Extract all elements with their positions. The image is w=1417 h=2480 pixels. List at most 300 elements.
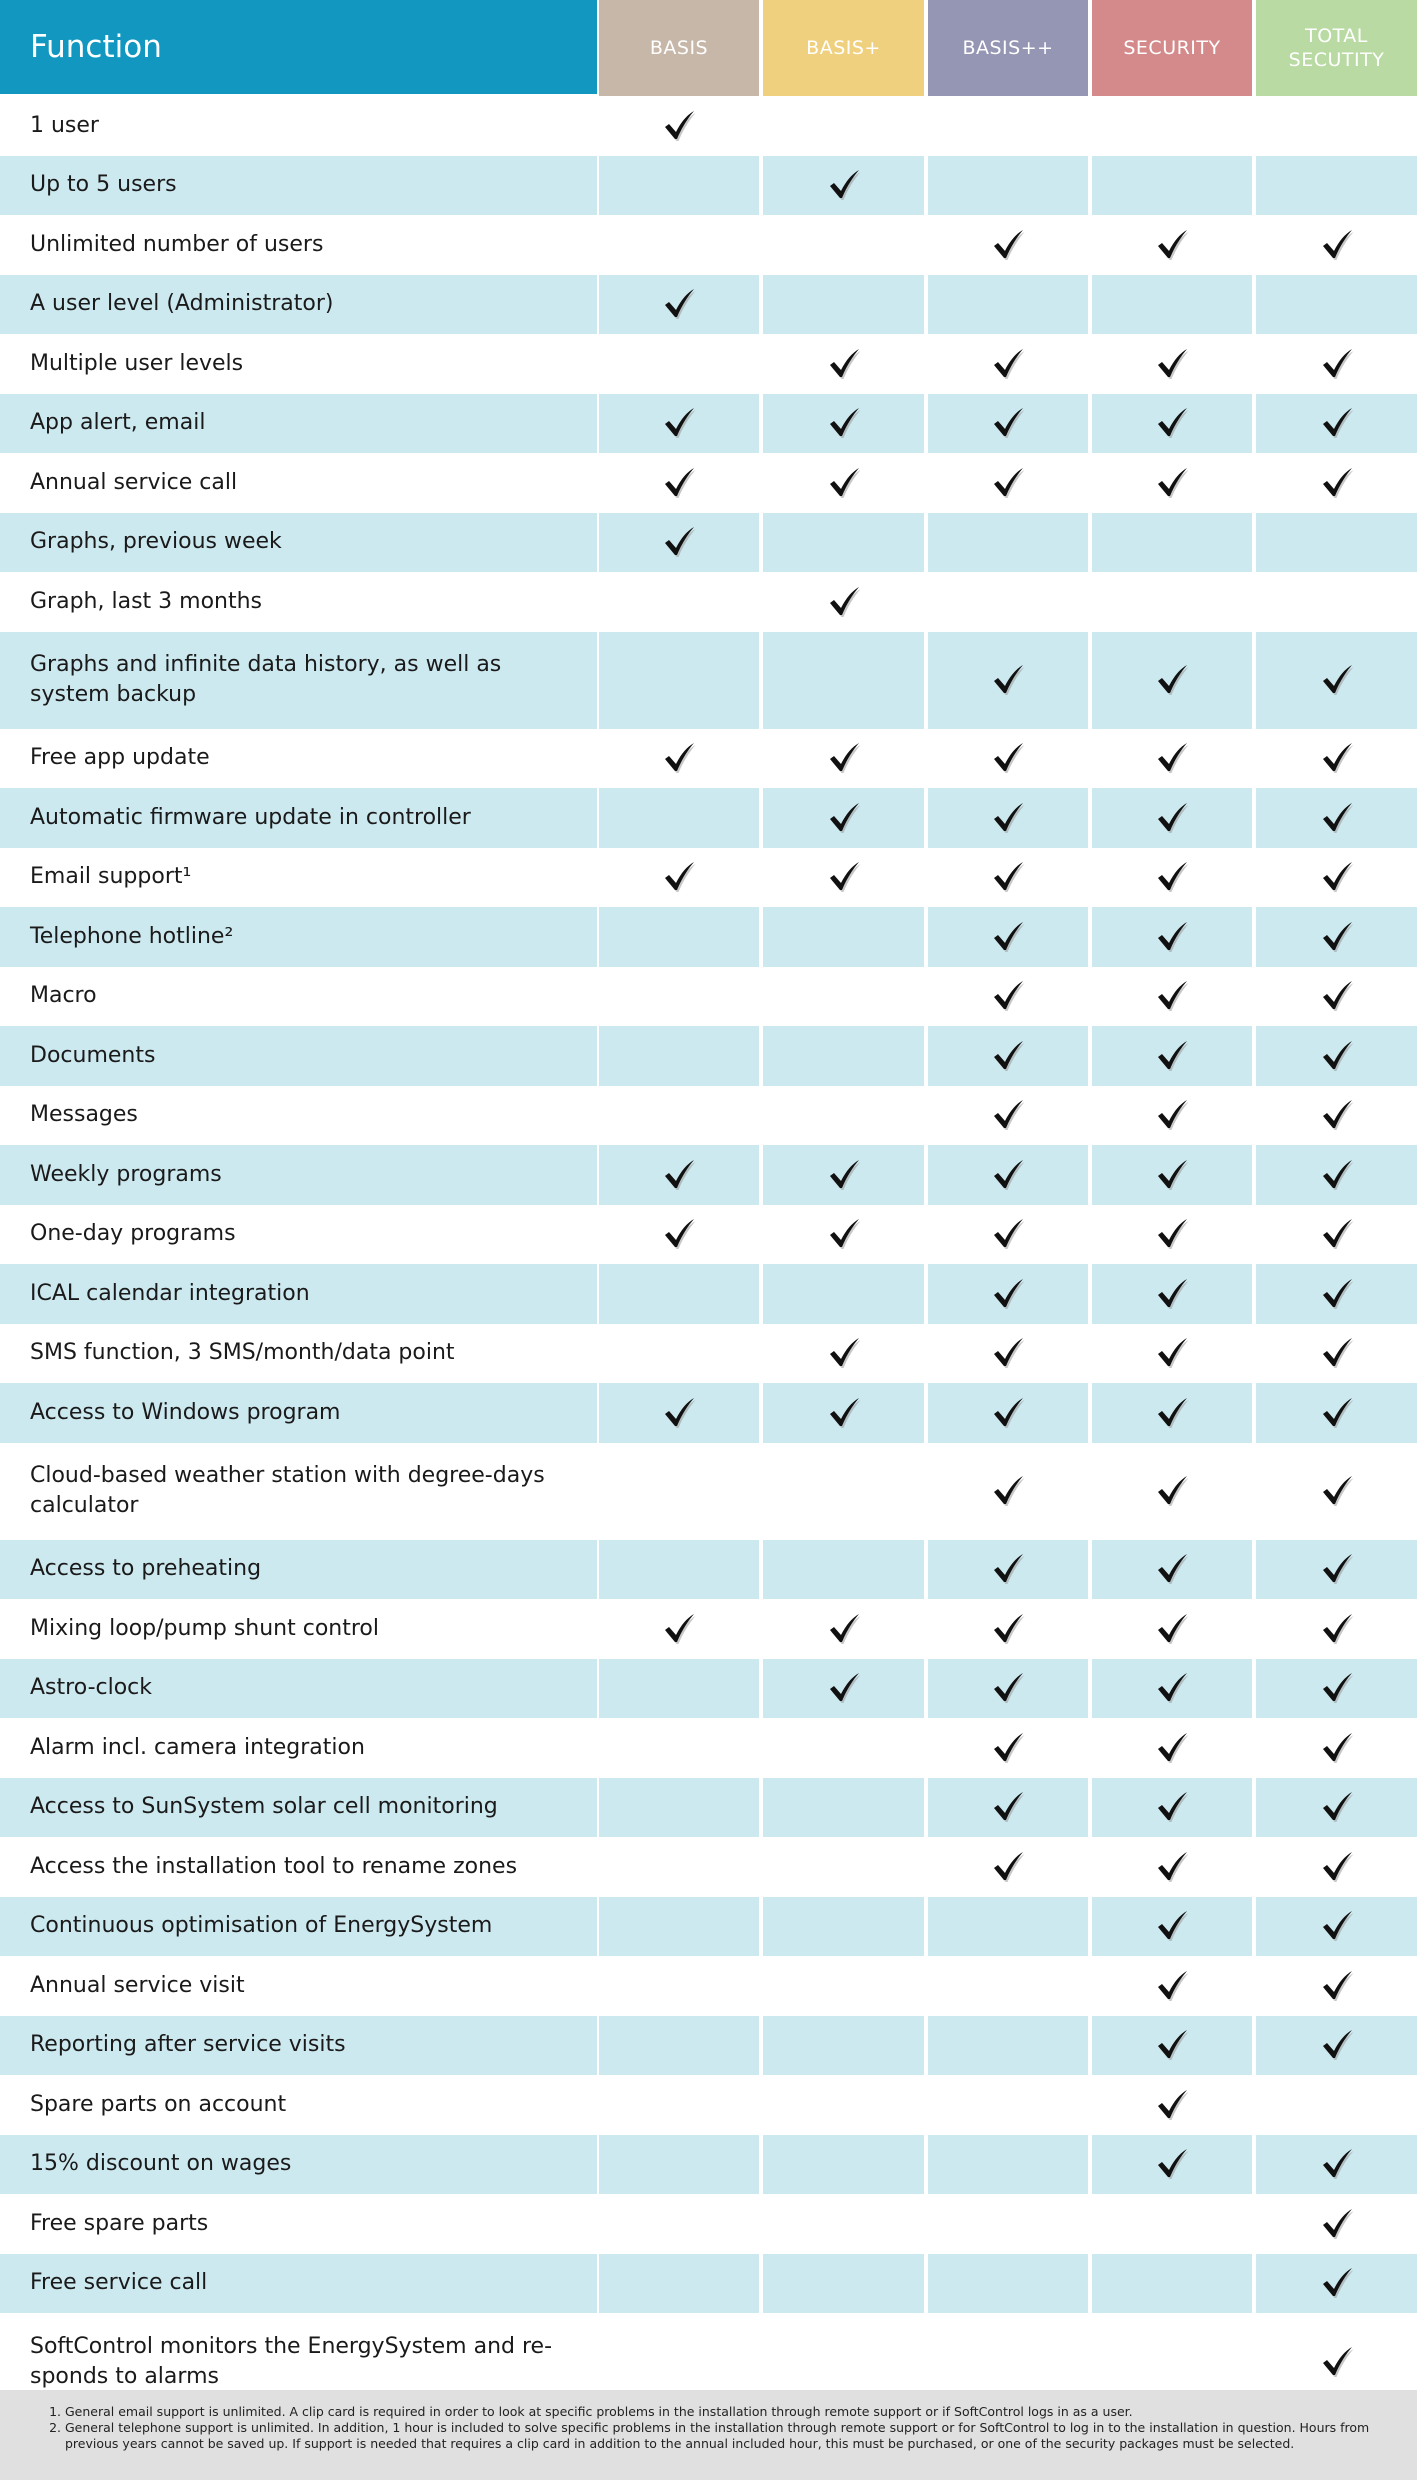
- cell-total-security: [1256, 453, 1417, 513]
- check-mark-icon: [826, 800, 862, 836]
- check-mark-icon: [661, 524, 697, 560]
- cell-basis: [599, 513, 759, 573]
- feature-label: SoftControl monitors the EnergySystem and re-sponds to alarms: [30, 2333, 553, 2389]
- check-mark-icon: [1319, 2265, 1355, 2301]
- cell-basis: [599, 2016, 759, 2076]
- check-mark-icon: [1154, 1670, 1190, 1706]
- cell-basis-plus-plus: [928, 2075, 1088, 2135]
- cell-security: [1092, 96, 1252, 156]
- feature-rows: [0, 96, 1417, 2410]
- cell-basis: [599, 1086, 759, 1146]
- table-row: [0, 513, 1417, 573]
- feature-label: Spare parts on account: [30, 2091, 287, 2117]
- check-mark-icon: [1154, 346, 1190, 382]
- table-row: [0, 788, 1417, 848]
- check-mark-icon: [990, 1157, 1026, 1193]
- cell-total-security: [1256, 788, 1417, 848]
- check-mark-icon: [1154, 859, 1190, 895]
- cell-total-security: [1256, 1026, 1417, 1086]
- check-mark-icon: [826, 167, 862, 203]
- check-mark-icon: [1319, 740, 1355, 776]
- check-mark-icon: [826, 1611, 862, 1647]
- cell-basis-plus: [763, 1778, 924, 1838]
- table-row: [0, 2135, 1417, 2195]
- cell-basis: [599, 1026, 759, 1086]
- cell-basis: [599, 1599, 759, 1659]
- check-mark-icon: [1154, 2087, 1190, 2123]
- cell-security: [1092, 1383, 1252, 1443]
- check-mark-icon: [1154, 1473, 1190, 1509]
- cell-basis-plus-plus: [928, 907, 1088, 967]
- check-mark-icon: [990, 1849, 1026, 1885]
- table-row: [0, 1264, 1417, 1324]
- check-mark-icon: [1154, 1611, 1190, 1647]
- check-mark-icon: [1154, 465, 1190, 501]
- feature-label: Cloud-based weather station with degree-days calculator: [30, 1463, 545, 1518]
- cell-basis-plus-plus: [928, 2194, 1088, 2254]
- feature-label: Access to SunSystem solar cell monitoring: [0, 1778, 597, 1838]
- check-mark-icon: [990, 1670, 1026, 1706]
- feature-label: Graphs, previous week: [0, 513, 597, 573]
- cell-security: [1092, 1778, 1252, 1838]
- cell-total-security: [1256, 2135, 1417, 2195]
- cell-basis-plus: [763, 1599, 924, 1659]
- cell-basis: [599, 1718, 759, 1778]
- cell-security: [1092, 334, 1252, 394]
- feature-label: Alarm incl. camera integration: [30, 1734, 365, 1760]
- cell-total-security: [1256, 1599, 1417, 1659]
- cell-basis: [599, 2194, 759, 2254]
- check-mark-icon: [1319, 1551, 1355, 1587]
- cell-security: [1092, 1599, 1252, 1659]
- cell-total-security: [1256, 572, 1417, 632]
- cell-basis: [599, 1145, 759, 1205]
- feature-label: Email support¹: [30, 864, 192, 890]
- cell-basis: [599, 156, 759, 216]
- cell-basis-plus-plus: [928, 1264, 1088, 1324]
- feature-label: Access the installation tool to rename zones: [30, 1853, 518, 1879]
- cell-security: [1092, 453, 1252, 513]
- cell-basis: [599, 1264, 759, 1324]
- column-header-security: SECURITY: [1092, 0, 1252, 96]
- cell-basis-plus: [763, 907, 924, 967]
- check-mark-icon: [661, 1395, 697, 1431]
- cell-security: [1092, 2254, 1252, 2314]
- check-mark-icon: [1319, 346, 1355, 382]
- cell-basis: [599, 275, 759, 335]
- column-header-total-security: TOTAL SECUTITY: [1256, 0, 1417, 96]
- check-mark-icon: [990, 1551, 1026, 1587]
- check-mark-icon: [1319, 2146, 1355, 2182]
- cell-basis: [599, 1659, 759, 1719]
- cell-basis-plus: [763, 788, 924, 848]
- table-row: [0, 2194, 1417, 2254]
- table-row: [0, 1599, 1417, 1659]
- cell-basis-plus: [763, 632, 924, 729]
- cell-basis-plus-plus: [928, 1145, 1088, 1205]
- column-header-basis-plus: BASIS+: [763, 0, 924, 96]
- cell-basis-plus-plus: [928, 453, 1088, 513]
- check-mark-icon: [1154, 800, 1190, 836]
- cell-basis: [599, 334, 759, 394]
- check-mark-icon: [990, 1335, 1026, 1371]
- cell-basis-plus-plus: [928, 156, 1088, 216]
- cell-basis: [599, 1443, 759, 1540]
- feature-label: SMS function, 3 SMS/month/data point: [30, 1340, 455, 1366]
- table-row: [0, 729, 1417, 789]
- cell-basis-plus-plus: [928, 1599, 1088, 1659]
- check-mark-icon: [990, 1216, 1026, 1252]
- cell-basis-plus: [763, 729, 924, 789]
- table-row: [0, 1837, 1417, 1897]
- cell-security: [1092, 215, 1252, 275]
- feature-label: Graphs and infinite data history, as well as system backup: [0, 632, 597, 729]
- table-row: [0, 2254, 1417, 2314]
- feature-label: ICAL calendar integration: [0, 1264, 597, 1324]
- feature-label: Free service call: [0, 2254, 597, 2314]
- footnotes: [0, 2390, 1417, 2480]
- check-mark-icon: [826, 859, 862, 895]
- cell-total-security: [1256, 2016, 1417, 2076]
- cell-basis-plus: [763, 513, 924, 573]
- cell-basis: [599, 848, 759, 908]
- table-row: [0, 1540, 1417, 1600]
- cell-basis: [599, 1837, 759, 1897]
- feature-label: Reporting after service visits: [0, 2016, 597, 2076]
- check-mark-icon: [826, 1335, 862, 1371]
- cell-basis-plus: [763, 1718, 924, 1778]
- cell-basis-plus-plus: [928, 1837, 1088, 1897]
- cell-basis-plus-plus: [928, 275, 1088, 335]
- cell-basis-plus-plus: [928, 729, 1088, 789]
- table-row: [0, 1443, 1417, 1540]
- feature-label: Continuous optimisation of EnergySystem: [0, 1897, 597, 1957]
- feature-label: Macro: [30, 983, 97, 1009]
- cell-security: [1092, 729, 1252, 789]
- cell-total-security: [1256, 632, 1417, 729]
- check-mark-icon: [990, 919, 1026, 955]
- check-mark-icon: [1319, 2344, 1355, 2380]
- cell-basis-plus: [763, 1659, 924, 1719]
- check-mark-icon: [1319, 1038, 1355, 1074]
- check-mark-icon: [1319, 1670, 1355, 1706]
- cell-basis-plus: [763, 1956, 924, 2016]
- cell-basis-plus-plus: [928, 394, 1088, 454]
- feature-label: One-day programs: [30, 1221, 236, 1247]
- cell-security: [1092, 1718, 1252, 1778]
- footnote-1: 1. General email support is unlimited. A clip card is required in order to look at specific problems in the installation through remote support or if SoftControl logs in as a user.: [65, 2404, 1377, 2420]
- feature-label: A user level (Administrator): [0, 275, 597, 335]
- cell-total-security: [1256, 1383, 1417, 1443]
- cell-security: [1092, 907, 1252, 967]
- cell-basis-plus: [763, 1205, 924, 1265]
- cell-basis-plus: [763, 2135, 924, 2195]
- cell-basis-plus-plus: [928, 1383, 1088, 1443]
- feature-label: Unlimited number of users: [30, 231, 324, 257]
- feature-label: App alert, email: [0, 394, 597, 454]
- check-mark-icon: [1319, 1276, 1355, 1312]
- check-mark-icon: [1154, 1097, 1190, 1133]
- cell-security: [1092, 1145, 1252, 1205]
- cell-basis-plus: [763, 1145, 924, 1205]
- cell-basis-plus: [763, 2016, 924, 2076]
- check-mark-icon: [1154, 740, 1190, 776]
- feature-label: Annual service call: [30, 469, 238, 495]
- cell-security: [1092, 1540, 1252, 1600]
- check-mark-icon: [990, 1730, 1026, 1766]
- cell-basis-plus: [763, 2075, 924, 2135]
- cell-basis: [599, 632, 759, 729]
- cell-basis: [599, 394, 759, 454]
- check-mark-icon: [1154, 1335, 1190, 1371]
- footnote-2: 2. General telephone support is unlimited. In addition, 1 hour is included to solve specific problems in the installation through remote support or for SoftControl to log in to the installation in question. Hours from previous years cannot be saved up. If support is needed that requires a clip card in addition to the annual included hour, this must be purchased, or one of the security packages must be selected.: [65, 2420, 1377, 2452]
- check-mark-icon: [1154, 1730, 1190, 1766]
- table-row: [0, 275, 1417, 335]
- cell-basis-plus-plus: [928, 2016, 1088, 2076]
- table-row: [0, 1324, 1417, 1384]
- check-mark-icon: [1319, 2206, 1355, 2242]
- cell-security: [1092, 1324, 1252, 1384]
- feature-label: Annual service visit: [30, 1972, 245, 1998]
- cell-basis: [599, 1324, 759, 1384]
- column-header-basis: BASIS: [599, 0, 759, 96]
- check-mark-icon: [661, 108, 697, 144]
- cell-basis-plus-plus: [928, 1205, 1088, 1265]
- cell-basis: [599, 1897, 759, 1957]
- check-mark-icon: [1154, 227, 1190, 263]
- cell-basis-plus-plus: [928, 632, 1088, 729]
- check-mark-icon: [1319, 1611, 1355, 1647]
- cell-basis-plus-plus: [928, 96, 1088, 156]
- feature-label: Up to 5 users: [0, 156, 597, 216]
- table-row: [0, 2016, 1417, 2076]
- check-mark-icon: [826, 405, 862, 441]
- cell-total-security: [1256, 1205, 1417, 1265]
- cell-security: [1092, 1086, 1252, 1146]
- cell-total-security: [1256, 1837, 1417, 1897]
- check-mark-icon: [1154, 662, 1190, 698]
- table-row: [0, 1086, 1417, 1146]
- cell-basis-plus-plus: [928, 1086, 1088, 1146]
- cell-security: [1092, 632, 1252, 729]
- check-mark-icon: [826, 740, 862, 776]
- cell-total-security: [1256, 1897, 1417, 1957]
- cell-total-security: [1256, 1540, 1417, 1600]
- cell-security: [1092, 848, 1252, 908]
- table-row: [0, 156, 1417, 216]
- cell-security: [1092, 2194, 1252, 2254]
- check-mark-icon: [1154, 2146, 1190, 2182]
- table-row: [0, 1956, 1417, 2016]
- check-mark-icon: [661, 859, 697, 895]
- cell-basis-plus: [763, 2194, 924, 2254]
- cell-security: [1092, 2135, 1252, 2195]
- cell-total-security: [1256, 513, 1417, 573]
- cell-total-security: [1256, 729, 1417, 789]
- cell-basis-plus-plus: [928, 334, 1088, 394]
- cell-basis-plus-plus: [928, 1443, 1088, 1540]
- cell-security: [1092, 275, 1252, 335]
- cell-basis-plus-plus: [928, 1778, 1088, 1838]
- check-mark-icon: [1319, 1335, 1355, 1371]
- check-mark-icon: [1319, 1849, 1355, 1885]
- check-mark-icon: [661, 1216, 697, 1252]
- cell-security: [1092, 513, 1252, 573]
- cell-total-security: [1256, 907, 1417, 967]
- feature-label: Telephone hotline²: [0, 907, 597, 967]
- check-mark-icon: [1319, 1789, 1355, 1825]
- feature-label: Free spare parts: [30, 2210, 209, 2236]
- check-mark-icon: [1154, 1395, 1190, 1431]
- check-mark-icon: [661, 740, 697, 776]
- cell-basis-plus: [763, 1264, 924, 1324]
- check-mark-icon: [1319, 405, 1355, 441]
- cell-basis-plus-plus: [928, 1718, 1088, 1778]
- check-mark-icon: [990, 740, 1026, 776]
- cell-basis-plus: [763, 156, 924, 216]
- table-row: [0, 1145, 1417, 1205]
- cell-total-security: [1256, 2075, 1417, 2135]
- check-mark-icon: [1154, 1551, 1190, 1587]
- cell-total-security: [1256, 275, 1417, 335]
- cell-security: [1092, 1443, 1252, 1540]
- cell-basis-plus-plus: [928, 215, 1088, 275]
- cell-total-security: [1256, 848, 1417, 908]
- check-mark-icon: [826, 1157, 862, 1193]
- cell-security: [1092, 788, 1252, 848]
- cell-basis-plus-plus: [928, 1956, 1088, 2016]
- feature-label: Access to preheating: [0, 1540, 597, 1600]
- table-row: [0, 1659, 1417, 1719]
- check-mark-icon: [661, 286, 697, 322]
- check-mark-icon: [826, 1395, 862, 1431]
- cell-basis-plus: [763, 1026, 924, 1086]
- check-mark-icon: [990, 1611, 1026, 1647]
- cell-basis: [599, 788, 759, 848]
- check-mark-icon: [1154, 1157, 1190, 1193]
- cell-total-security: [1256, 1956, 1417, 2016]
- check-mark-icon: [826, 584, 862, 620]
- cell-basis: [599, 215, 759, 275]
- cell-basis-plus-plus: [928, 1659, 1088, 1719]
- check-mark-icon: [661, 1157, 697, 1193]
- cell-security: [1092, 1205, 1252, 1265]
- check-mark-icon: [826, 465, 862, 501]
- check-mark-icon: [661, 405, 697, 441]
- cell-basis: [599, 572, 759, 632]
- cell-total-security: [1256, 1145, 1417, 1205]
- check-mark-icon: [990, 1097, 1026, 1133]
- cell-basis: [599, 967, 759, 1027]
- check-mark-icon: [1319, 1908, 1355, 1944]
- check-mark-icon: [1319, 1157, 1355, 1193]
- check-mark-icon: [1154, 1849, 1190, 1885]
- cell-total-security: [1256, 156, 1417, 216]
- cell-basis-plus-plus: [928, 2135, 1088, 2195]
- check-mark-icon: [1319, 1395, 1355, 1431]
- check-mark-icon: [990, 1473, 1026, 1509]
- cell-security: [1092, 572, 1252, 632]
- check-mark-icon: [1319, 800, 1355, 836]
- check-mark-icon: [1319, 1216, 1355, 1252]
- check-mark-icon: [1319, 227, 1355, 263]
- feature-label: Documents: [0, 1026, 597, 1086]
- cell-basis: [599, 1540, 759, 1600]
- check-mark-icon: [1154, 1968, 1190, 2004]
- cell-basis: [599, 729, 759, 789]
- function-column-header: Function: [0, 0, 597, 94]
- table-row: [0, 967, 1417, 1027]
- feature-label: Messages: [30, 1102, 138, 1128]
- feature-label: Multiple user levels: [30, 350, 244, 376]
- cell-total-security: [1256, 2194, 1417, 2254]
- cell-security: [1092, 1837, 1252, 1897]
- cell-basis-plus: [763, 2254, 924, 2314]
- cell-total-security: [1256, 967, 1417, 1027]
- cell-total-security: [1256, 1443, 1417, 1540]
- table-row: [0, 1718, 1417, 1778]
- cell-security: [1092, 1897, 1252, 1957]
- cell-security: [1092, 1026, 1252, 1086]
- cell-basis: [599, 2254, 759, 2314]
- cell-basis-plus-plus: [928, 848, 1088, 908]
- table-row: [0, 96, 1417, 156]
- check-mark-icon: [1319, 1968, 1355, 2004]
- cell-total-security: [1256, 1659, 1417, 1719]
- check-mark-icon: [826, 1670, 862, 1706]
- check-mark-icon: [1319, 919, 1355, 955]
- cell-basis-plus: [763, 967, 924, 1027]
- cell-total-security: [1256, 96, 1417, 156]
- feature-label: 15% discount on wages: [0, 2135, 597, 2195]
- cell-basis: [599, 1778, 759, 1838]
- cell-total-security: [1256, 394, 1417, 454]
- feature-label: Free app update: [30, 745, 210, 771]
- cell-basis-plus: [763, 96, 924, 156]
- check-mark-icon: [1154, 2027, 1190, 2063]
- feature-label: Automatic firmware update in controller: [0, 788, 597, 848]
- check-mark-icon: [1154, 1908, 1190, 1944]
- table-row: [0, 2075, 1417, 2135]
- cell-basis-plus: [763, 1540, 924, 1600]
- feature-label: Astro-clock: [0, 1659, 597, 1719]
- check-mark-icon: [1319, 859, 1355, 895]
- cell-basis-plus: [763, 1324, 924, 1384]
- cell-basis-plus: [763, 215, 924, 275]
- cell-basis: [599, 2075, 759, 2135]
- cell-basis-plus: [763, 1897, 924, 1957]
- check-mark-icon: [990, 1276, 1026, 1312]
- check-mark-icon: [990, 465, 1026, 501]
- cell-basis-plus: [763, 1837, 924, 1897]
- cell-basis: [599, 453, 759, 513]
- cell-basis: [599, 907, 759, 967]
- feature-label: Mixing loop/pump shunt control: [30, 1615, 380, 1641]
- check-mark-icon: [1319, 662, 1355, 698]
- check-mark-icon: [1154, 1789, 1190, 1825]
- check-mark-icon: [1154, 405, 1190, 441]
- check-mark-icon: [990, 662, 1026, 698]
- cell-basis: [599, 1956, 759, 2016]
- table-row: [0, 1026, 1417, 1086]
- table-row: [0, 215, 1417, 275]
- check-mark-icon: [661, 465, 697, 501]
- cell-security: [1092, 1264, 1252, 1324]
- check-mark-icon: [1319, 1097, 1355, 1133]
- cell-basis: [599, 96, 759, 156]
- feature-label: Weekly programs: [0, 1145, 597, 1205]
- cell-basis-plus-plus: [928, 967, 1088, 1027]
